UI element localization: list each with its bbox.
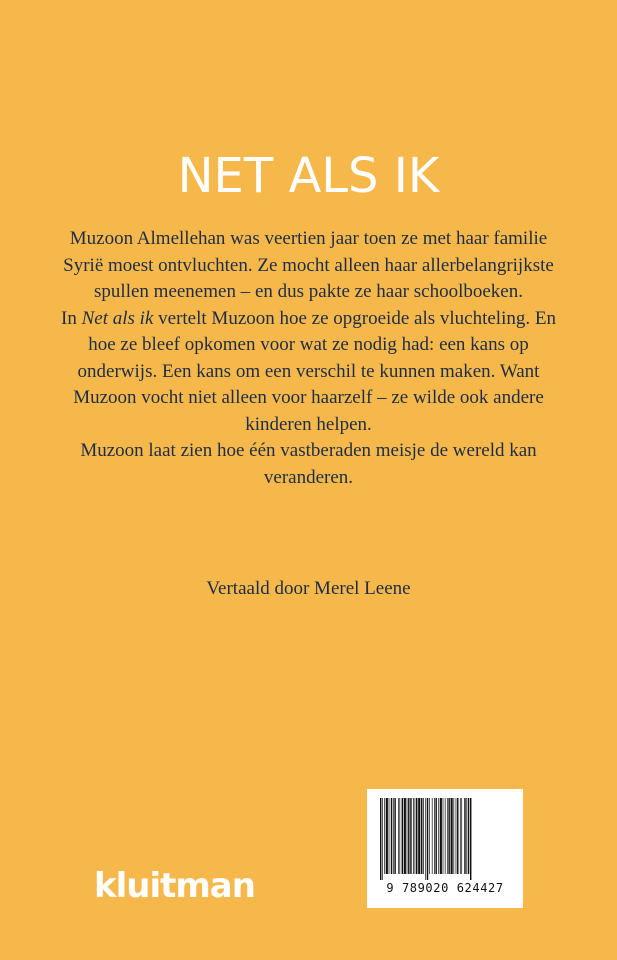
- barcode-bar: [404, 798, 406, 874]
- barcode-bar: [447, 798, 448, 874]
- blurb-text: [60, 226, 557, 491]
- barcode-bar: [402, 798, 403, 874]
- barcode-bar: [384, 798, 385, 874]
- barcode-bar: [468, 798, 469, 874]
- barcode-bar: [380, 798, 381, 880]
- barcode-bar: [438, 798, 439, 874]
- barcode-bar: [423, 798, 424, 874]
- barcode-bar: [456, 798, 457, 874]
- blurb-paragraph-2-rest: vertelt Muzoon hoe ze opgroeide als vluchteling. En hoe ze bleef opkomen voor wat ze nodig had: een kans op onderwijs. Een kans om een verschil te kunnen maken. Want Muzoon vocht niet alleen voor haarzelf – ze wilde ook andere kinderen helpen.: [73, 307, 556, 435]
- barcode-bar: [382, 798, 383, 880]
- barcode-bar: [460, 798, 461, 874]
- barcode-bar: [408, 798, 409, 874]
- barcode-bar: [394, 798, 395, 874]
- book-title: NET ALS IK: [177, 148, 440, 204]
- barcode-bar: [407, 798, 408, 874]
- barcode-bar: [445, 798, 446, 874]
- barcode-bar: [466, 798, 467, 874]
- blurb-paragraph-2: [60, 306, 557, 439]
- barcode-bar: [448, 798, 449, 874]
- barcode-bars: [378, 798, 512, 880]
- barcode-bar: [413, 798, 414, 874]
- barcode-bar: [427, 798, 428, 880]
- barcode-bar: [415, 798, 416, 874]
- publisher-logo: kluitman: [94, 866, 255, 906]
- barcode-bar: [434, 798, 435, 874]
- barcode-bar: [386, 798, 388, 874]
- blurb-paragraph-2-prefix: In: [61, 307, 82, 329]
- barcode-bar: [410, 798, 411, 874]
- barcode-bar: [399, 798, 400, 874]
- barcode: [367, 789, 523, 908]
- barcode-bar: [432, 798, 433, 874]
- barcode-bar: [416, 798, 417, 874]
- barcode-bar: [425, 798, 426, 880]
- barcode-bar: [429, 798, 430, 874]
- blurb-paragraph-1: Muzoon Almellehan was veertien jaar toen ze met haar familie Syrië moest ontvluchten. Ze mocht alleen haar allerbelangrijkste spullen meenemen – en dus pakte ze haar schoolboeken.: [63, 228, 554, 302]
- barcode-bar: [457, 798, 458, 874]
- barcode-bar: [440, 798, 442, 874]
- barcode-bar: [443, 798, 444, 874]
- barcode-bar: [451, 798, 453, 874]
- barcode-bar: [418, 798, 420, 874]
- translator-credit: Vertaald door Merel Leene: [206, 578, 411, 599]
- barcode-bar: [391, 798, 392, 874]
- barcode-bar: [453, 798, 454, 874]
- barcode-bar: [435, 798, 436, 874]
- barcode-bar: [421, 798, 422, 874]
- barcode-bar: [461, 798, 462, 874]
- barcode-bar: [470, 798, 471, 880]
- barcode-bar: [464, 798, 465, 874]
- blurb-book-title-italic: Net als ik: [81, 307, 154, 329]
- barcode-bar: [393, 798, 394, 874]
- barcode-bar: [398, 798, 399, 874]
- barcode-bar: [389, 798, 390, 874]
- blurb-paragraph-3: Muzoon laat zien hoe één vastberaden meisje de wereld kan veranderen.: [80, 440, 537, 488]
- isbn-number: 9 789020 624427: [386, 881, 504, 895]
